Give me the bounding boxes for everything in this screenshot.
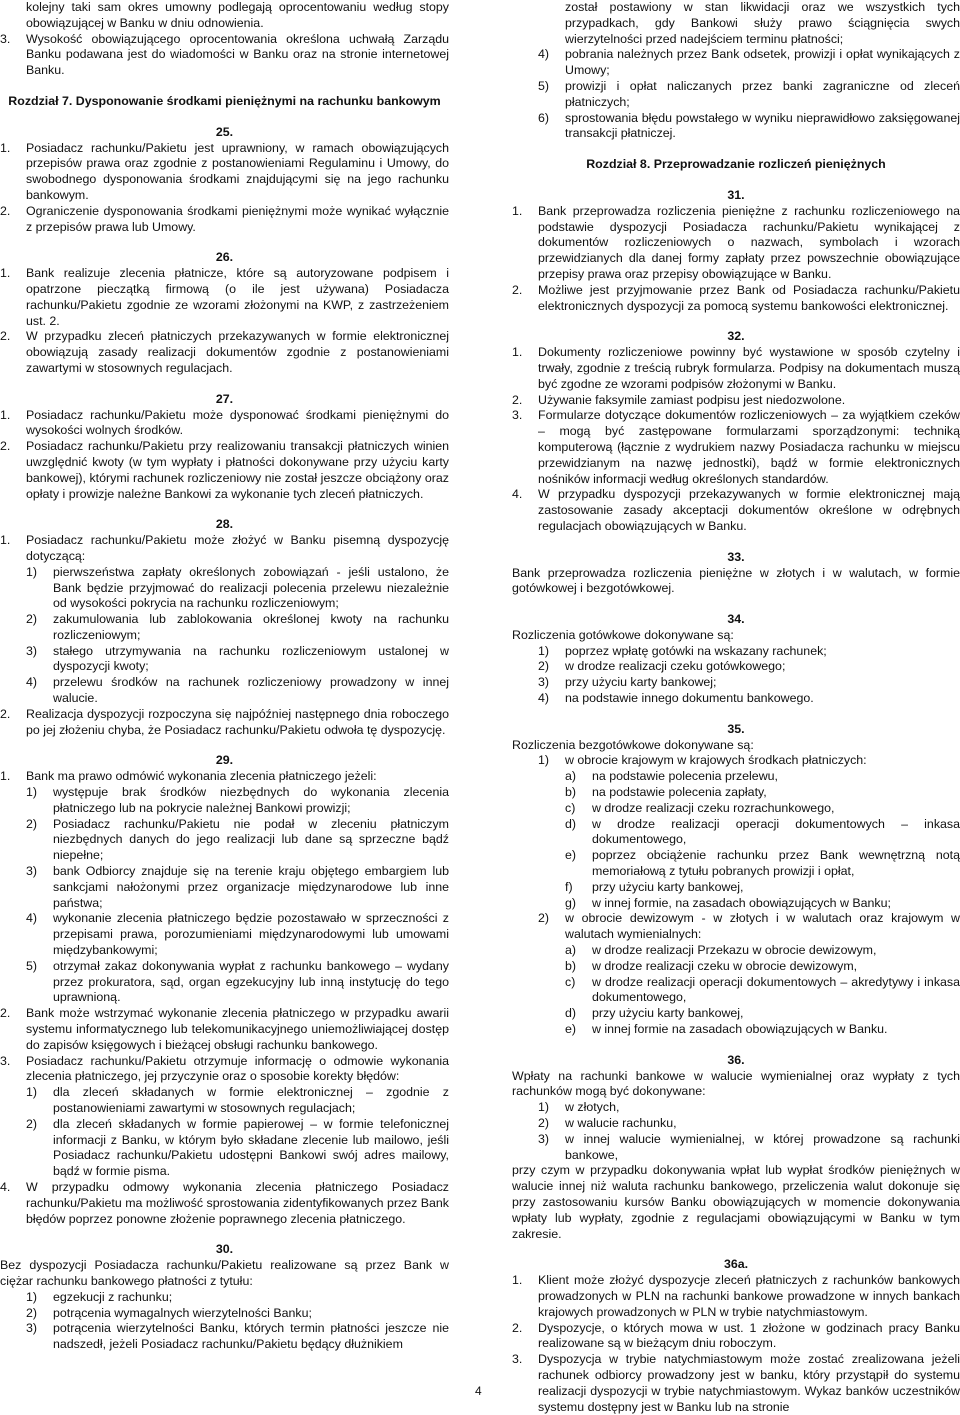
- numbered-item: [0, 204, 449, 236]
- item-number: 1): [26, 564, 38, 579]
- item-number: 2.: [512, 392, 523, 407]
- item-number: 2): [538, 659, 550, 674]
- item-text: w innej formie, na zasadach obowiązujących w Banku;: [592, 895, 891, 910]
- sub-item: [0, 1290, 449, 1306]
- item-number: 3.: [512, 1352, 523, 1367]
- spacer: [512, 142, 960, 157]
- item-text: Możliwe jest przyjmowanie przez Bank od Posiadacza rachunku/Pakietu elektronicznych dyspozycji za pomocą systemu bankowości elektronicznej.: [538, 282, 960, 313]
- item-text: w drodze realizacji czeku rozrachunkowego,: [592, 800, 835, 815]
- item-text: bank Odbiorcy znajduje się na terenie kraju objętego embargiem lub sankcjami nałożonymi przez organizacje międzynarodowe lub inne państwa;: [53, 864, 449, 910]
- paragraph: przy czym w przypadku dokonywania wpłat lub wypłat środków pieniężnych w walucie innej niż waluta rachunku bankowego, przeliczenia walut dokonuje się przy zastosowaniu kursów Banku obowiązujących w momencie dokonywania wpłaty lub wypłaty, zgodnie z regulacjami obowiązującymi w Banku w tym zakresie.: [512, 1163, 960, 1241]
- sub-item: [512, 753, 960, 769]
- sub-item: [0, 911, 449, 958]
- numbered-item: [512, 1321, 960, 1353]
- item-text: w innej formie na zasadach obowiązujących w Banku.: [592, 1022, 888, 1037]
- item-number: 4.: [0, 1179, 11, 1194]
- item-number: 4): [26, 675, 38, 690]
- section-number: 25.: [215, 124, 234, 139]
- item-text: w walucie rachunku,: [565, 1116, 677, 1130]
- item-number: 2): [26, 612, 38, 627]
- item-text: zakumulowania lub zablokowania określonej kwoty na rachunku rozliczeniowym;: [53, 612, 449, 642]
- item-number: 5): [538, 78, 550, 93]
- item-number: 2.: [0, 203, 11, 218]
- item-text: na podstawie innego dokumentu bankowego.: [565, 691, 814, 706]
- item-text: Wysokość obowiązującego oprocentowania określona uchwałą Zarządu Banku podawana jest do wiadomości w Banku oraz na stronie internetowej Banku.: [26, 31, 449, 78]
- item-number: 3.: [0, 1053, 11, 1068]
- letter-item: [512, 975, 960, 1007]
- item-number: 2): [538, 1116, 550, 1130]
- sub-item: [0, 959, 449, 1006]
- paragraph: Bez dyspozycji Posiadacza rachunku/Pakietu realizowane są przez Bank w ciężar rachunku bankowego płatności z tytułu:: [0, 1258, 449, 1288]
- section-number: 34.: [727, 612, 745, 627]
- sub-item: [0, 612, 449, 644]
- numbered-item: [512, 487, 960, 534]
- item-number: 2): [26, 816, 38, 831]
- spacer: [512, 1242, 960, 1257]
- item-text: Dokumenty rozliczeniowe powinny być wystawione w sposób czytelny i trwały, zgodnie z treścią rubryk formularza. Podpisy na dokumentach muszą być zgodne ze wzorami podpisów złożonymi w Banku.: [538, 345, 960, 391]
- item-text: Posiadacz rachunku/Pakietu może złożyć w Banku pisemną dyspozycję dotyczącą:: [26, 533, 449, 563]
- numbered-item: [0, 769, 449, 785]
- paragraph: Rozliczenia bezgotówkowe dokonywane są:: [512, 737, 754, 752]
- item-number: a): [565, 943, 577, 958]
- numbered-item: [0, 32, 449, 79]
- item-text: w drodze realizacji Przekazu w obrocie dewizowym,: [592, 943, 877, 958]
- numbered-item: [512, 345, 960, 392]
- item-text: na podstawie polecenia przelewu,: [592, 769, 778, 784]
- item-number: d): [565, 816, 577, 831]
- chapter-heading: Rozdział 8. Przeprowadzanie rozliczeń pieniężnych: [586, 157, 886, 172]
- letter-item: [512, 848, 960, 880]
- item-text: W przypadku dyspozycji przekazywanych w formie elektronicznej mają zastosowanie zasady akceptacji dokumentów określone w odrębnych regulacjach obowiązujących w Banku.: [538, 487, 960, 533]
- numbered-item: [512, 1352, 960, 1415]
- item-number: 1): [538, 1100, 550, 1115]
- spacer: [0, 235, 449, 250]
- item-number: 3): [26, 643, 38, 658]
- section-number: 32.: [727, 329, 745, 344]
- item-number: b): [565, 785, 577, 800]
- item-number: 3): [538, 675, 550, 690]
- item-number: 4): [538, 691, 550, 706]
- item-number: 1): [26, 1289, 38, 1304]
- sub-item: [0, 644, 449, 676]
- item-text: dla zleceń składanych w formie papierowej – w formie telefonicznej informacji z Banku, w którym było składane zlecenie lub mailowo, jeśli Posiadacz rachunku/Pakietu udostępni Bankowi swój adres mailowy, bądź w formie pisma.: [53, 1116, 449, 1179]
- sub-item: [0, 864, 449, 911]
- sub-item: [512, 1100, 960, 1116]
- item-number: 1.: [0, 769, 11, 784]
- item-number: d): [565, 1006, 577, 1021]
- spacer: [512, 1038, 960, 1053]
- section-number: 36a.: [723, 1257, 749, 1272]
- section-number: 31.: [727, 187, 745, 202]
- letter-item: [512, 817, 960, 849]
- sub-item: [0, 1117, 449, 1180]
- numbered-item: [0, 141, 449, 204]
- item-number: 1.: [512, 1273, 523, 1288]
- item-number: 2): [26, 1305, 38, 1320]
- item-text: Posiadacz rachunku/Pakietu jest uprawniony, w ramach obowiązujących przepisów prawa oraz zgodnie z postanowieniami Regulaminu i Umowy, do swobodnego dysponowania środkami znajdującymi się na jego rachunku bankowym.: [26, 140, 449, 202]
- item-text: przelewu środków na rachunek rozliczeniowy prowadzony w innej walucie.: [53, 675, 449, 706]
- letter-item: [512, 801, 960, 817]
- item-number: 3): [538, 1131, 550, 1146]
- item-text: sprostowania błędu powstałego w wyniku nieprawidłowo zaksięgowanej transakcji płatniczej.: [565, 110, 960, 141]
- sub-item: [512, 911, 960, 943]
- item-text: przy użyciu karty bankowej,: [592, 879, 744, 894]
- section-number: 29.: [215, 753, 234, 768]
- item-number: 1): [538, 753, 550, 768]
- sub-item: [0, 817, 449, 864]
- item-text: w drodze realizacji operacji dokumentowych – akredytywy i inkasa dokumentowego,: [592, 974, 960, 1005]
- item-number: g): [565, 895, 577, 910]
- numbered-item: [0, 533, 449, 565]
- item-text: Bank ma prawo odmówić wykonania zlecenia płatniczego jeżeli:: [26, 769, 377, 784]
- spacer: [0, 377, 449, 392]
- item-text: egzekucji z rachunku;: [53, 1289, 173, 1304]
- item-number: b): [565, 958, 577, 973]
- spacer: [512, 314, 960, 329]
- item-text: w złotych,: [565, 1100, 620, 1115]
- item-text: przy użyciu karty bankowej,: [592, 1006, 744, 1021]
- letter-item: [512, 1006, 960, 1022]
- item-number: 4): [538, 47, 550, 62]
- item-number: 1): [26, 785, 38, 800]
- item-number: 2.: [0, 439, 11, 454]
- item-text: Posiadacz rachunku/Pakietu nie podał w zleceniu płatniczym niezbędnych danych do jego realizacji lub dane są sprzeczne bądź niepełne;: [53, 816, 449, 863]
- sub-item: [0, 1321, 449, 1353]
- letter-item: [512, 959, 960, 975]
- chapter-heading: Rozdział 7. Dysponowanie środkami pieniężnymi na rachunku bankowym: [8, 93, 441, 108]
- spacer: [512, 535, 960, 550]
- item-number: 2.: [0, 329, 11, 344]
- item-text: występuje brak środków niezbędnych do wykonania zlecenia płatniczego lub na pokrycie należnej Bankowi prowizji;: [53, 785, 449, 815]
- section-number: 30.: [215, 1242, 234, 1257]
- item-text: W przypadku zleceń płatniczych przekazywanych w formie elektronicznej obowiązują zasady realizacji dokumentów zgodnie z postanowieniami zawartymi w stosownych regulacjach.: [26, 329, 449, 375]
- item-text: Formularze dotyczące dokumentów rozliczeniowych – za wyjątkiem czeków – mogą być zastępowane formularzami sporządzonymi: techniką komputerową (łącznie z wydrukiem nazwy Posiadacza rachunku w miejscu przewidzianym na nazwę jednostki), bądź w formie elektronicznych nośników informacji według określonych standardów.: [538, 408, 960, 486]
- item-text: Bank realizuje zlecenia płatnicze, które są autoryzowane podpisem i opatrzone pieczątką firmową (o ile jest używana) Posiadacza rachunku/Pakietu zgodnie ze wzorami złożonymi na KWP, z zastrzeżeniem ust. 2.: [26, 266, 449, 328]
- item-number: f): [565, 879, 573, 894]
- section-number: 28.: [215, 517, 234, 532]
- numbered-item: [0, 707, 449, 739]
- sub-item: [0, 1085, 449, 1117]
- item-number: 1): [538, 643, 550, 658]
- item-number: 1.: [512, 203, 523, 218]
- numbered-item: [512, 204, 960, 283]
- item-text: w obrocie dewizowym - w złotych i w walutach oraz krajowym w walutach wymienialnych:: [565, 911, 960, 942]
- spacer: [512, 173, 960, 188]
- item-number: e): [565, 1022, 577, 1037]
- item-number: 3): [26, 1321, 38, 1336]
- item-text: w drodze realizacji czeku w obrocie dewizowym,: [592, 958, 858, 973]
- letter-item: [512, 769, 960, 785]
- item-number: 5): [26, 958, 38, 973]
- paragraph: kolejny taki sam okres umowny podlegają oprocentowaniu według stopy obowiązującej w Banku w dniu odnowienia.: [26, 0, 449, 30]
- sub-item: [512, 644, 960, 660]
- sub-item: [512, 79, 960, 111]
- item-number: 2.: [0, 1006, 11, 1021]
- item-text: Używanie faksymile zamiast podpisu jest niedozwolone.: [538, 392, 846, 407]
- numbered-item: [0, 329, 449, 376]
- sub-item: [0, 785, 449, 817]
- page-number: 4: [475, 1384, 482, 1398]
- section-number: 26.: [215, 250, 234, 265]
- item-number: 2): [26, 1116, 38, 1131]
- paragraph: Bank przeprowadza rozliczenia pieniężne w złotych i w walutach, w formie gotówkowej i bezgotówkowej.: [512, 565, 960, 596]
- numbered-item: [512, 408, 960, 487]
- numbered-item: [512, 1273, 960, 1320]
- sub-item: [0, 565, 449, 612]
- item-number: a): [565, 769, 577, 784]
- numbered-item: [512, 393, 960, 409]
- sub-item: [512, 1116, 960, 1132]
- item-text: stałego utrzymywania na rachunku rozliczeniowym ustalonej w dyspozycji kwoty;: [53, 643, 449, 674]
- item-number: 2): [538, 911, 550, 926]
- right-column: [512, 0, 960, 1415]
- item-text: Bank może wstrzymać wykonanie zlecenia płatniczego w przypadku awarii systemu informatycznego lub telekomunikacyjnego uniemożliwiającej dostęp do zapisów księgowych i bieżącej obsługi rachunku bankowego.: [26, 1006, 449, 1052]
- sub-item: [0, 675, 449, 707]
- letter-item: [512, 785, 960, 801]
- paragraph: został postawiony w stan likwidacji oraz we wszystkich tych przypadkach, gdy Bankowi służy prawo ściągnięcia swych wierzytelności przed nadejściem terminu płatności;: [565, 0, 960, 46]
- item-text: otrzymał zakaz dokonywania wypłat z rachunku bankowego – wydany przez prokuratora, sąd, organ egzekucyjny lub inną instytucję do tego uprawnioną.: [53, 958, 449, 1005]
- sub-item: [0, 1306, 449, 1322]
- item-number: c): [565, 800, 576, 815]
- item-text: na podstawie polecenia zapłaty,: [592, 785, 767, 800]
- item-text: w obrocie krajowym w krajowych środkach płatniczych:: [565, 753, 867, 768]
- item-text: Realizacja dyspozycji rozpoczyna się najpóźniej następnego dnia roboczego po jej złożeniu chyba, że Posiadacz rachunku/Pakietu odwoła tę dyspozycję.: [26, 706, 449, 737]
- item-text: poprzez wpłatę gotówki na wskazany rachunek;: [565, 643, 827, 658]
- item-number: 1.: [0, 266, 11, 281]
- item-text: pierwszeństwa zapłaty określonych zobowiązań - jeśli ustalono, że Bank będzie przyjmować do realizacji polecenia przelewu niezależnie od wysokości pokrycia na rachunku rozliczeniowym;: [53, 564, 449, 611]
- item-number: 1.: [0, 407, 11, 422]
- item-text: prowizji i opłat naliczanych przez banki zagraniczne od zleceń płatniczych;: [565, 78, 960, 109]
- item-number: 3): [26, 864, 38, 879]
- item-number: 3.: [0, 31, 11, 46]
- paragraph: Wpłaty na rachunki bankowe w walucie wymienialnej oraz wypłaty z tych rachunków mogą być dokonywane:: [512, 1068, 960, 1099]
- item-number: 1.: [512, 345, 523, 360]
- item-number: 2.: [512, 282, 523, 297]
- item-number: 2.: [512, 1320, 523, 1335]
- item-text: przy użyciu karty bankowej;: [565, 675, 717, 690]
- item-number: c): [565, 974, 576, 989]
- sub-item: [512, 47, 960, 79]
- sub-item: [512, 659, 960, 675]
- item-text: w drodze realizacji czeku gotówkowego;: [565, 659, 786, 674]
- item-text: Dyspozycja w trybie natychmiastowym może zostać zrealizowana jeżeli rachunek odbiorcy prowadzony jest w banku, który przystąpił do systemu realizacji dyspozycji w trybie natychmiastowym. Wykaz banków uczestników systemu dostępny jest w Banku lub na stronie: [538, 1352, 960, 1414]
- spacer: [0, 79, 449, 94]
- numbered-item: [0, 266, 449, 329]
- numbered-item: [0, 1180, 449, 1227]
- numbered-item: [0, 408, 449, 440]
- section-number: 36.: [727, 1052, 745, 1067]
- item-number: 6): [538, 110, 550, 125]
- spacer: [0, 738, 449, 753]
- letter-item: [512, 943, 960, 959]
- item-text: w drodze realizacji operacji dokumentowych – inkasa dokumentowego,: [592, 816, 960, 847]
- spacer: [0, 110, 449, 125]
- item-number: 1.: [0, 140, 11, 155]
- letter-item: [512, 880, 960, 896]
- item-text: potrącenia wierzytelności Banku, których termin płatności jeszcze nie nadszedł, jeżeli Posiadacz rachunku/Pakietu będący dłużnikiem: [53, 1321, 449, 1352]
- item-text: Posiadacz rachunku/Pakietu otrzymuje informację o odmowie wykonania zlecenia płatniczego, jej przyczynie oraz o sposobie korekty błędów:: [26, 1053, 449, 1084]
- item-text: wykonanie zlecenia płatniczego będzie pozostawało w sprzeczności z przepisami prawa, porozumieniami międzynarodowymi lub umowami międzybankowymi;: [53, 911, 449, 958]
- section-number: 27.: [215, 391, 234, 406]
- item-text: poprzez obciążenie rachunku przez Bank wewnętrzną notą memoriałową z tytułu pobranych prowizji i opłat,: [592, 848, 960, 879]
- item-text: potrącenia wymagalnych wierzytelności Banku;: [53, 1305, 312, 1320]
- numbered-item: [0, 1054, 449, 1086]
- numbered-item: [0, 1006, 449, 1053]
- paragraph: Rozliczenia gotówkowe dokonywane są:: [512, 627, 734, 642]
- item-number: 1): [26, 1085, 38, 1100]
- item-text: W przypadku odmowy wykonania zlecenia płatniczego Posiadacz rachunku/Pakietu ma możliwość sprostowania zidentyfikowanych przez Bank błędów poprzez ponowne złożenie poprawnego zlecenia płatniczego.: [26, 1179, 449, 1226]
- item-text: Bank przeprowadza rozliczenia pieniężne z rachunku rozliczeniowego na podstawie dyspozycji Posiadacza rachunku/Pakietu wynikającej z dokumentów rozliczeniowych o nazwach, symbolach i wzorach przewidzianych dla danej formy zapłaty przez powszechnie obowiązujące przepisy prawa oraz przepisy obowiązujące w Banku.: [538, 203, 960, 281]
- item-number: 3.: [512, 408, 523, 423]
- item-number: 4.: [512, 487, 523, 502]
- letter-item: [512, 1022, 960, 1038]
- spacer: [512, 597, 960, 612]
- spacer: [512, 707, 960, 722]
- section-number: 35.: [727, 721, 745, 736]
- item-number: 2.: [0, 706, 11, 721]
- item-number: e): [565, 848, 577, 863]
- spacer: [0, 502, 449, 517]
- sub-item: [512, 1132, 960, 1164]
- letter-item: [512, 896, 960, 912]
- item-text: Dyspozycje, o których mowa w ust. 1 złożone w godzinach pracy Banku realizowane są w bieżącym dniu roboczym.: [538, 1320, 960, 1351]
- section-number: 33.: [727, 549, 745, 564]
- sub-item: [512, 675, 960, 691]
- item-text: w innej walucie wymienialnej, w której prowadzone są rachunki bankowe,: [565, 1131, 960, 1162]
- item-text: Ograniczenie dysponowania środkami pieniężnymi może wynikać wyłącznie z przepisów prawa lub Umowy.: [26, 203, 449, 234]
- item-text: Posiadacz rachunku/Pakietu przy realizowaniu transakcji płatniczych winien uwzględnić kwoty (w tym wypłaty i płatności dokonywane przy użyciu karty bankowej), którymi rachunek rozliczeniowy nie został jeszcze obciążony oraz opłaty i prowizje należne Bankowi za wykonanie tych zleceń płatniczych.: [26, 439, 449, 501]
- item-number: 4): [26, 911, 38, 926]
- sub-item: [512, 111, 960, 143]
- numbered-item: [512, 283, 960, 315]
- item-number: 1.: [0, 533, 11, 548]
- sub-item: [512, 691, 960, 707]
- numbered-item: [0, 439, 449, 502]
- item-text: pobrania należnych przez Bank odsetek, prowizji i opłat wynikających z Umowy;: [565, 47, 960, 78]
- item-text: Posiadacz rachunku/Pakietu może dysponować środkami pieniężnymi do wysokości wolnych środków.: [26, 407, 449, 438]
- left-column: [0, 0, 449, 1353]
- item-text: Klient może złożyć dyspozycje zleceń płatniczych z rachunków bankowych prowadzonych w PLN na rachunki bankowe prowadzone w innych bankach krajowych prowadzonych w PLN w trybie natychmiastowym.: [538, 1273, 960, 1319]
- spacer: [0, 1227, 449, 1242]
- item-text: dla zleceń składanych w formie elektronicznej – zgodnie z postanowieniami zawartymi w stosownych regulacjach;: [53, 1085, 449, 1115]
